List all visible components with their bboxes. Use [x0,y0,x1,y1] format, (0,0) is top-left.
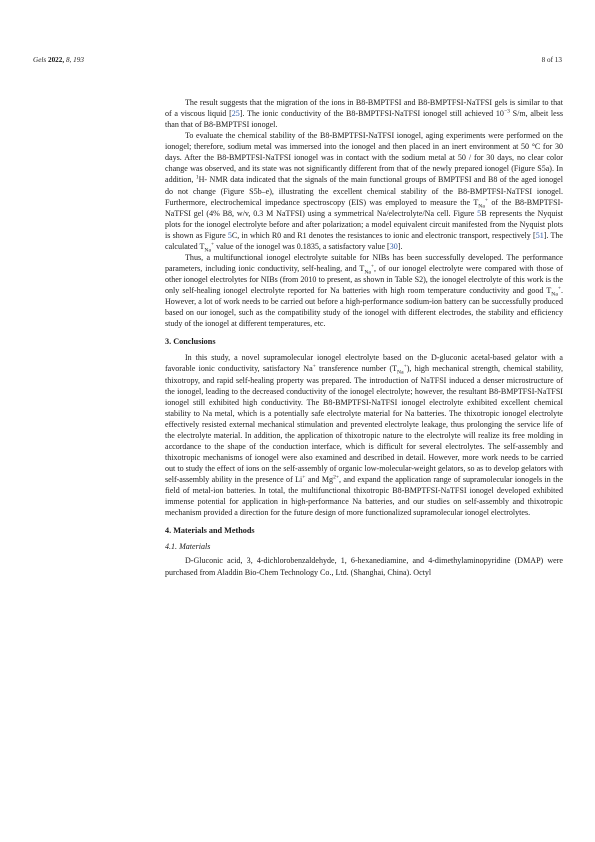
paragraph-summary: Thus, a multifunctional ionogel electrolyte suitable for NIBs has been successfully developed. The performance parameters, including ionic conductivity, self-healing, and $T_{Na}^+$, of our ionogel electrolyte were compared with those of other ionogel electrolytes for NIBs (from 2010 to present, as shown in Table S2), the ionogel electrolyte of this work is the only self-healing ionogel electrolyte reported for Na batteries with high room temperature conductivity and good $T_{Na}^+$. However, a lot of work needs to be carried out before a high-performance sodium-ion battery can be successfully produced based on our ionogel, such as the compatibility study of the ionogel with different electrodes, the stability and efficiency study of the ionogel at different temperatures, etc. [165,252,563,329]
page-header [33,56,562,68]
section-heading-materials-methods: 4. Materials and Methods [165,526,255,536]
reference-link[interactable]: 25 [231,109,240,119]
page-number: 8 of 13 [541,56,562,64]
paragraph-materials: D-Gluconic acid, 3, 4-dichlorobenzaldehyde, 1, 6-hexanediamine, and 4-dimethylaminopyridine (DMAP) were purchased from Aladdin Bio-Chem Technology Co., Ltd. (Shanghai, China). Octyl [165,556,563,577]
section-heading-conclusions: 3. Conclusions [165,337,216,347]
paragraph-conclusions: In this study, a novel supramolecular ionogel electrolyte based on the D-gluconic acetal-based gelator with a favorable ionic conductivity, satisfactory Na+ transference number $(T_{Na}^+)$, high mechanical strength, chemical stability, thixotropy, and rapid self-healing property was prepared. The introduction of NaTFSI induced a denser microstructure of the ionogel, leading to the decreased conductivity of the ionogel electrolyte; however, the resultant B8-BMPTFSI-NaTFSI ionogel still exhibited high conductivity. The B8-BMPTFSI-NaTFSI ionogel electrolyte exhibited excellent chemical stability to Na metal, which is a potentially safe electrolyte material for Na batteries. The thixotropic ionogel electrolyte effectively resisted external mechanical stimulation and prevented electrolyte leakage, thus prolonging the service life of the electrolyte material. In addition, the application of thixotropic nature to the electrolyte will realize its free molding in accordance to the shape of the conduction interface, which is difficult for several electrolytes. The self-assembly and thixotropic mechanisms of ionogel were also examined and described in detail. However, more work needs to be carried out to study the effect of ions on the self-assembly of organic low-molecular-weight gelators, so as to develop gelators with self-assembly ability in the presence of Li+ and $Mg^{2+}$, and expand the application range of supramolecular ionogels in the field of metal-ion batteries. In total, the multifunctional thixotropic B8-BMPTFSI-NaTFSI ionogel developed exhibited immense potential for application in high-performance Na batteries, and our studies on self-assembly and thixotropic mechanism provided a direction for the future design of more functionalized supramolecular ionogel electrolytes. [165,353,563,518]
article-body [165,97,563,578]
figure-link[interactable]: 5 [227,230,232,240]
journal-citation: Gels 2022, 8, 193 [33,56,84,64]
reference-link[interactable]: 51 [535,230,544,240]
figure-link[interactable]: 5 [477,208,482,218]
paragraph-chemical-stability: To evaluate the chemical stability of the B8-BMPTFSI-NaTFSI ionogel, aging experiments were performed on the ionogel; therefore, sodium metal was immersed into the ionogel and then placed in an inert environment at 50 °C for 30 days. After the B8-BMPTFSI-NaTFSI ionogel was in contact with the sodium metal at 50 / for 30 days, no clear color change was observed, and its state was not significantly different from that of the newly prepared ionogel (Figure S5a). In addition, $^1$H- NMR data indicated that the signals of the main functional groups of BMPTFSI and B8 of the aged ionogel do not change (Figure S5b–e), illustrating the excellent chemical stability of the B8-BMPTFSI-NaTFSI ionogel. Furthermore, electrochemical impedance spectroscopy (EIS) was employed to measure the $T_{Na}^+$ of the B8-BMPTFSI-NaTFSI gel (4% B8, w/v, 0.3 M NaTFSI) using a symmetrical Na/electrolyte/Na cell. Figure 5B represents the Nyquist plots for the ionogel electrolyte before and after polarization; a model equivalent circuit manifested from the Nyquist plots is shown as Figure 5C, in which R0 and R1 denotes the resistances to ionic and electronic transport, respectively [51]. The calculated $T_{Na}^+$ value of the ionogel was 0.1835, a satisfactory value [30]. [165,131,564,254]
subsection-heading-materials: 4.1. Materials [165,542,211,552]
paragraph-ionic-conductivity: The result suggests that the migration of the ions in B8-BMPTFSI and B8-BMPTFSI-NaTFSI gels is similar to that of a viscous liquid [25]. The ionic conductivity of the B8-BMPTFSI-NaTFSI ionogel still achieved $10^{-3}$ S/m, albeit less than that of B8-BMPTFSI ionogel. [165,98,563,130]
reference-link[interactable]: 30 [389,241,398,251]
